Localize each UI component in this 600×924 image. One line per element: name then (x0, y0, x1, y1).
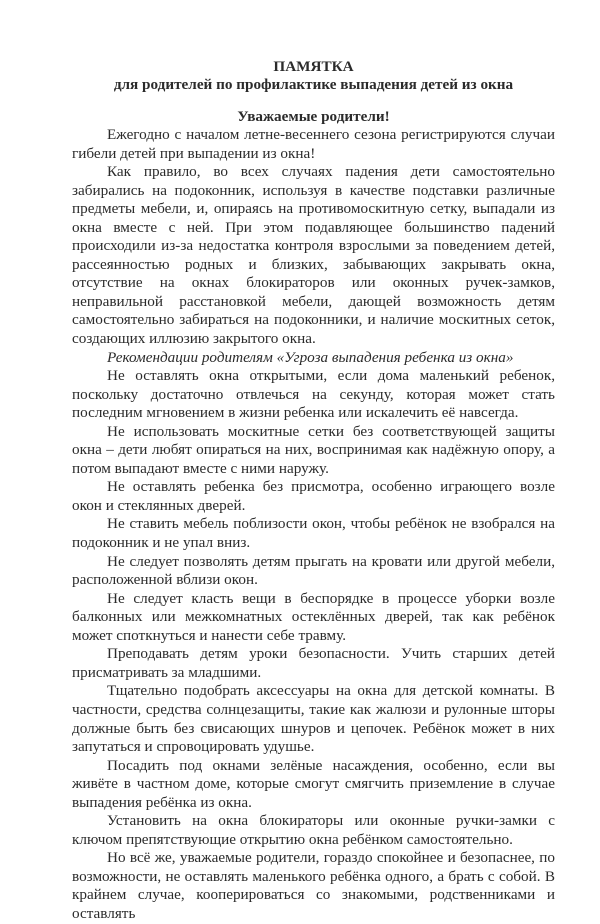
recommendation-item: Не использовать москитные сетки без соответствующей защиты окна – дети любят опираться на них, воспринимая как надёжную опору, а потом выпадают вместе с ними наружу. (72, 422, 555, 477)
document-title: ПАМЯТКА (273, 58, 354, 75)
document-page (72, 58, 555, 924)
recommendations-heading: Рекомендации родителям «Угроза выпадения ребенка из окна» (107, 348, 514, 366)
paragraph-causes: Как правило, во всех случаях падения дети самостоятельно забирались на подоконник, используя в качестве подставки различные предметы мебели, и, опираясь на противомоскитную сетку, выпадали из окна вместе с ней. При этом подавляющее большинство падений происходили из-за недостатка контроля взрослыми за поведением детей, рассеянностью родных и близких, забывающих закрывать окна, отсутствие на окнах блокираторов или оконных ручек-замков, неправильной расстановкой мебели, дающей возможность детям самостоятельно забираться на подоконники, и наличие москитных сеток, создающих иллюзию закрытого окна. (72, 163, 555, 348)
recommendation-item: Не ставить мебель поблизости окон, чтобы ребёнок не взобрался на подоконник и не упал вниз. (72, 515, 555, 552)
document-subtitle: для родителей по профилактике выпадения детей из окна (113, 76, 514, 93)
recommendation-item: Преподавать детям уроки безопасности. Учить старших детей присматривать за младшими. (72, 645, 555, 681)
recommendation-item: Тщательно подобрать аксессуары на окна для детской комнаты. В частности, средства солнцезащиты, такие как жалюзи и рулонные шторы должные быть без свисающих шнуров и цепочек. Ребёнок может в них запутаться и спровоцировать удушье. (72, 682, 555, 756)
recommendation-item: Не следует позволять детям прыгать на кровати или другой мебели, расположенной вблизи окон. (72, 552, 555, 589)
recommendation-item: Посадить под окнами зелёные насаждения, особенно, если вы живёте в частном доме, которые смогут смягчить приземление в случае выпадения ребёнка из окна. (72, 756, 555, 811)
greeting-heading: Уважаемые родители! (237, 108, 390, 125)
recommendation-item: Не оставлять ребенка без присмотра, особенно играющего возле окон и стеклянных дверей. (72, 478, 555, 514)
paragraph-conclusion: Но всё же, уважаемые родители, гораздо спокойнее и безопаснее, по возможности, не оставлять маленького ребёнка одного, а брать с собой. В крайнем случае, кооперироваться со знакомыми, родственниками и оставлять (72, 849, 555, 922)
recommendation-item: Не следует класть вещи в беспорядке в процессе уборки возле балконных или межкомнатных остеклённых дверей, так как ребёнок может споткнуться и нанести себе травму. (72, 589, 555, 644)
recommendation-item: Установить на окна блокираторы или оконные ручки-замки с ключом препятствующие открытию окна ребёнком самостоятельно. (72, 812, 555, 848)
paragraph-intro: Ежегодно с началом летне-весеннего сезона регистрируются случаи гибели детей при выпадении из окна! (72, 126, 555, 162)
recommendation-item: Не оставлять окна открытыми, если дома маленький ребенок, поскольку достаточно отвлечься на секунду, которая может стать последним мгновением в жизни ребенка или искалечить её навсегда. (72, 367, 555, 422)
